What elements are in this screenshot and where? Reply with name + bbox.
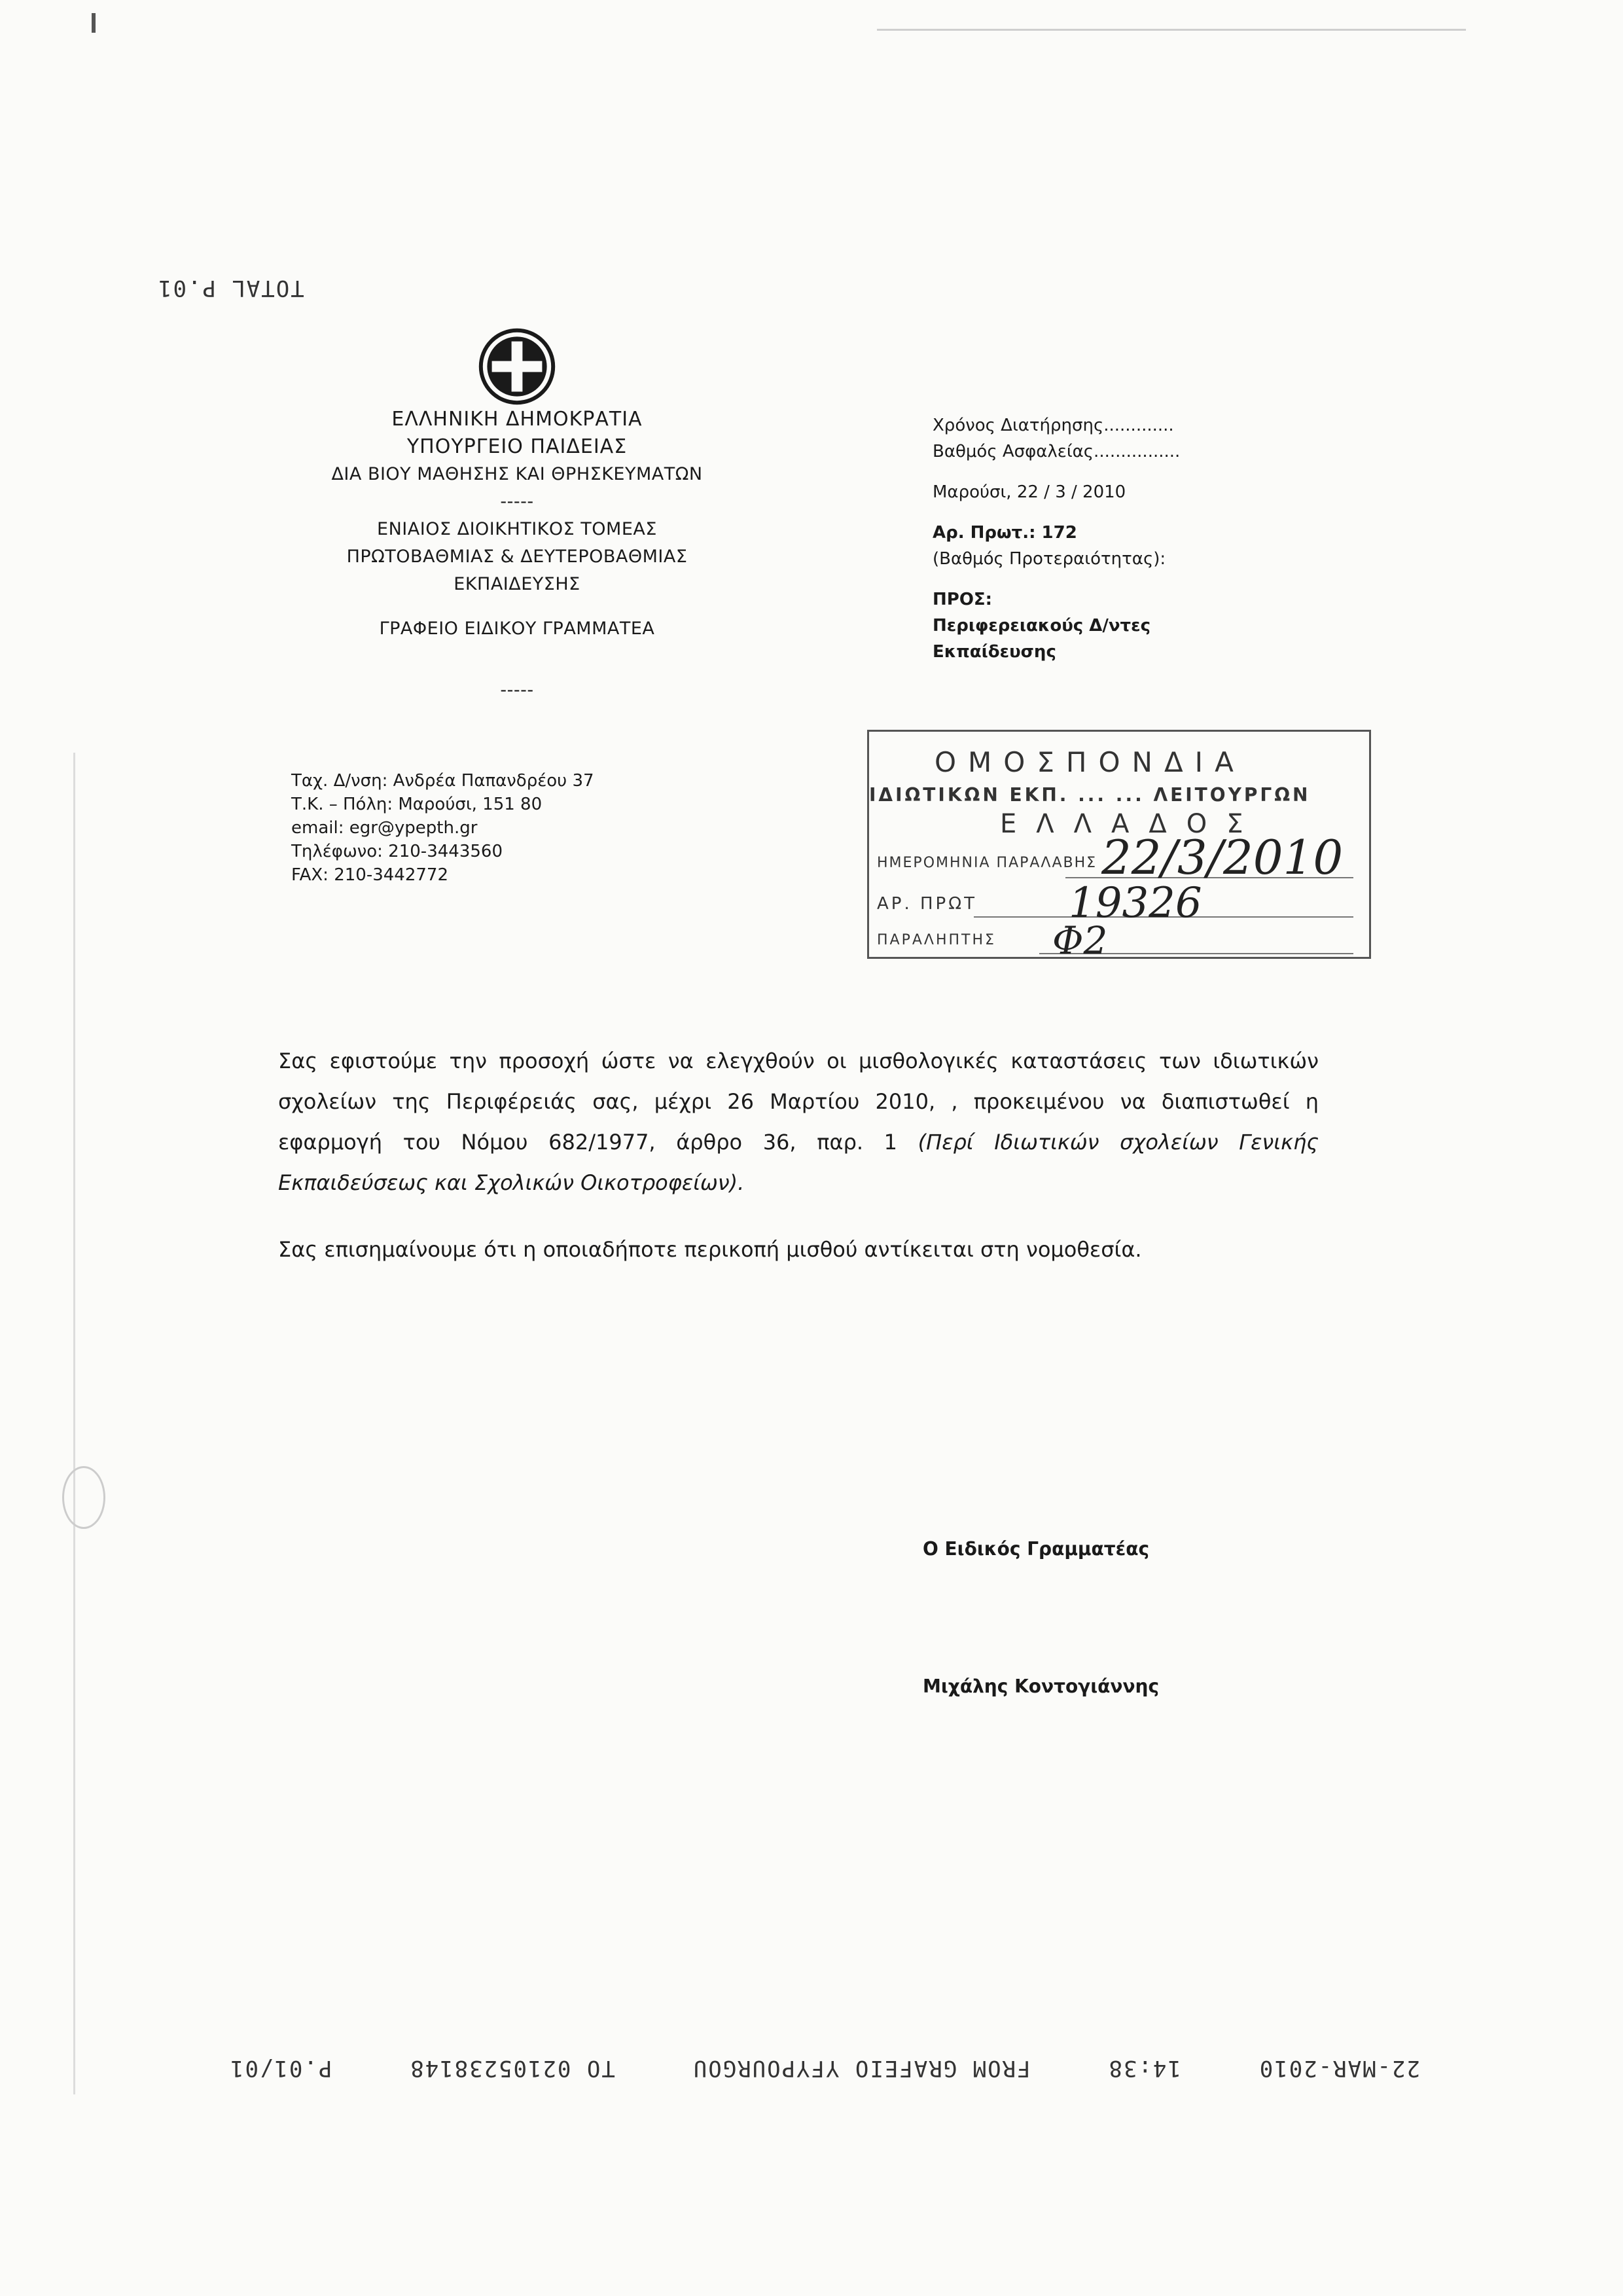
security-field: Βαθμός Ασφαλείας................ — [933, 442, 1181, 461]
recipient-line-1: Περιφερειακούς Δ/ντες — [933, 616, 1151, 636]
fax-footer-to: TO 02105238148 — [409, 2055, 615, 2081]
header-separator-2: ----- — [500, 680, 534, 700]
header-separator: ----- — [500, 492, 534, 512]
document-meta — [933, 412, 1180, 665]
receipt-stamp — [867, 730, 1371, 963]
recipient-line-2: Εκπαίδευσης — [933, 642, 1056, 662]
protocol-number: Αρ. Πρωτ.: 172 — [933, 523, 1077, 543]
letter-body — [278, 1041, 1319, 1296]
ministry-subtitle: ΔΙΑ ΒΙΟΥ ΜΑΘΗΣΗΣ ΚΑΙ ΘΡΗΣΚΕΥΜΑΤΩΝ — [331, 464, 703, 484]
sector-line-2: ΠΡΩΤΟΒΑΘΜΙΑΣ & ΔΕΥΤΕΡΟΒΑΘΜΙΑΣ — [346, 547, 688, 567]
fax-header: TOTAL P.01 — [157, 275, 304, 301]
republic-name: ΕΛΛΗΝΙΚΗ ΔΗΜΟΚΡΑΤΙΑ — [391, 408, 643, 431]
office-name: ΓΡΑΦΕΙΟ ΕΙΔΙΚΟΥ ΓΡΑΜΜΑΤΕΑ — [379, 619, 655, 639]
stamp-handwritten-protocol: 19326 — [1069, 879, 1202, 927]
fax-footer-page: P.01/01 — [229, 2055, 332, 2081]
document-date: Μαρούσι, 22 / 3 / 2010 — [933, 482, 1126, 502]
postal-line: Τ.Κ. – Πόλη: Μαρούσι, 151 80 — [291, 795, 543, 814]
retention-field: Χρόνος Διατήρησης............. — [933, 416, 1174, 435]
coat-of-arms-icon — [478, 327, 556, 406]
fax-footer-time: 14:38 — [1107, 2055, 1181, 2081]
stamp-country: ΕΛΛΑΔΟΣ — [1000, 809, 1263, 839]
email-line: email: egr@ypepth.gr — [291, 818, 478, 838]
phone-line: Τηλέφωνο: 210-3443560 — [291, 842, 503, 861]
stamp-date-label: ΗΜΕΡΟΜΗΝΙΑ ΠΑΡΑΛΑΒΗΣ — [877, 855, 1097, 871]
stamp-federation: ΟΜΟΣΠΟΝΔΙΑ — [935, 746, 1245, 778]
fax-footer — [229, 2055, 1420, 2081]
scan-left-edge — [73, 753, 75, 2094]
contact-details — [291, 769, 594, 887]
fax-footer-date: 22-MAR-2010 — [1258, 2055, 1420, 2081]
scan-corner-mark — [92, 13, 96, 33]
address-line: Ταχ. Δ/νση: Ανδρέα Παπανδρέου 37 — [291, 771, 594, 791]
fax-footer-from: FROM GRAFEIO YFYPOURGOU — [692, 2055, 1031, 2081]
stamp-protocol-label: ΑΡ. ΠΡΩΤ — [877, 894, 977, 914]
stamp-handwritten-date: 22/3/2010 — [1101, 830, 1344, 885]
fax-line: FAX: 210-3442772 — [291, 865, 448, 885]
ministry-header — [281, 406, 753, 704]
stamp-handwritten-recipient: Φ2 — [1052, 918, 1108, 963]
signatory-title: Ο Ειδικός Γραμματέας — [923, 1538, 1150, 1560]
signatory-name: Μιχάλης Κοντογιάννης — [923, 1676, 1160, 1697]
body-paragraph-1: Σας εφιστούμε την προσοχή ώστε να ελεγχθούν οι μισθολογικές καταστάσεις των ιδιωτικών σχολείων της Περιφέρειάς σας, μέχρι 26 Μαρτίου 2010, , προκειμένου να διαπιστωθεί η εφαρμογή του Νόμου 682/1977, άρθρο 36, παρ. 1 (Περί Ιδιωτικών σχολείων Γενικής Εκπαιδεύσεως και Σχολικών Οικοτροφείων). — [278, 1049, 1319, 1195]
sector-line-1: ΕΝΙΑΙΟΣ ΔΙΟΙΚΗΤΙΚΟΣ ΤΟΜΕΑΣ — [377, 519, 657, 539]
recipient-label: ΠΡΟΣ: — [933, 590, 993, 609]
body-paragraph-2: Σας επισημαίνουμε ότι η οποιαδήποτε περικοπή μισθού αντίκειται στη νομοθεσία. — [278, 1237, 1142, 1262]
scan-top-line — [877, 29, 1466, 31]
stamp-recipient-label: ΠΑΡΑΛΗΠΤΗΣ — [877, 932, 996, 948]
stamp-organization: ΙΔΙΩΤΙΚΩΝ ΕΚΠ. ... ... ΛΕΙΤΟΥΡΓΩΝ — [869, 784, 1311, 806]
priority-field: (Βαθμός Προτεραιότητας): — [933, 549, 1166, 569]
punch-hole-mark — [62, 1466, 105, 1529]
sector-line-3: ΕΚΠΑΙΔΕΥΣΗΣ — [454, 574, 580, 594]
ministry-name: ΥΠΟΥΡΓΕΙΟ ΠΑΙΔΕΙΑΣ — [406, 435, 628, 458]
